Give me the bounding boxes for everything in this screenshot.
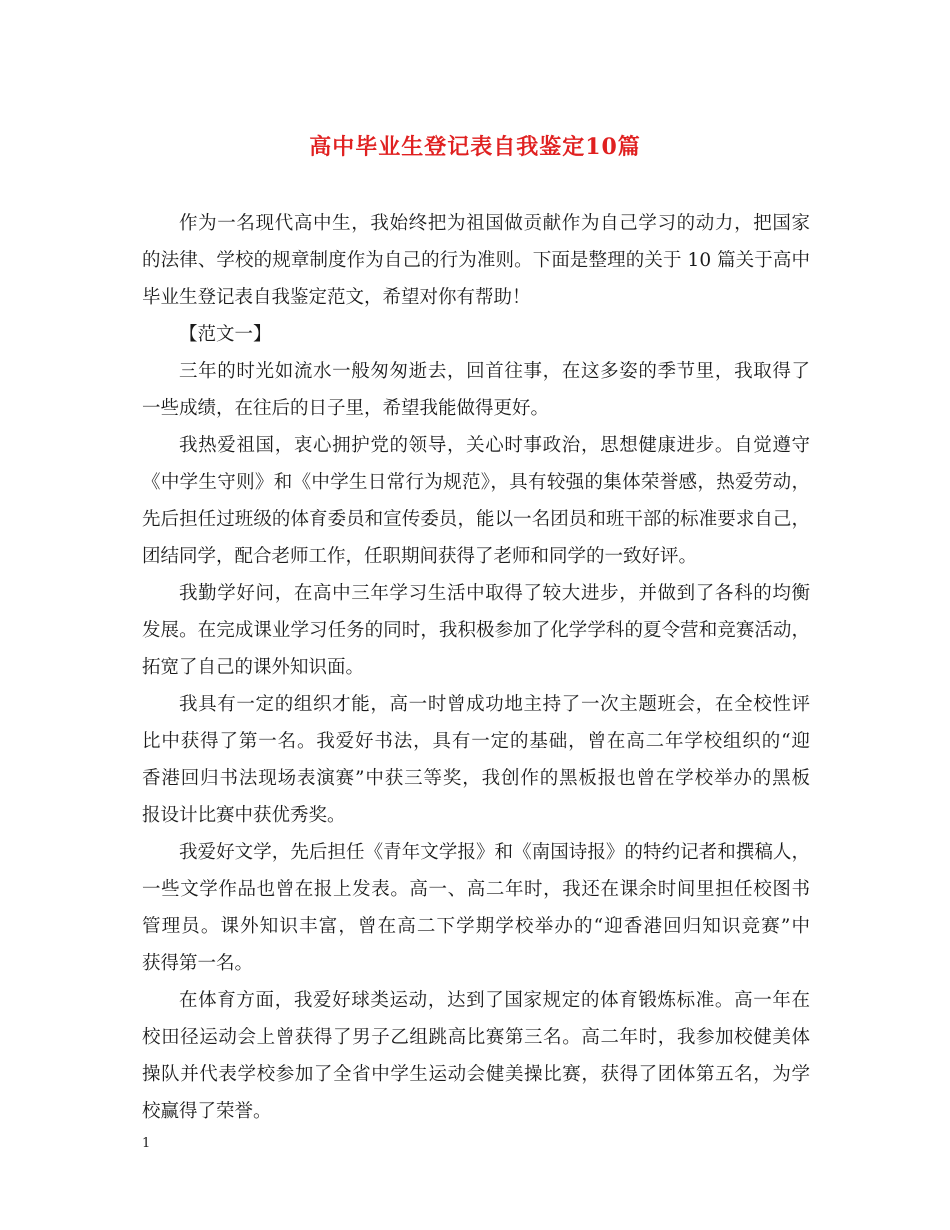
document-body	[142, 205, 810, 1130]
text-line: 我爱好文学，先后担任《青年文学报》和《南国诗报》的特约记者和撰稿人，	[179, 842, 810, 863]
text-line: 我勤学好问，在高中三年学习生活中取得了较大进步，并做到了各科的均衡	[179, 583, 810, 604]
text-line: 报设计比赛中获优秀奖。	[142, 805, 346, 826]
text-line: 拓宽了自己的课外知识面。	[142, 657, 365, 678]
text-line: 操队并代表学校参加了全省中学生运动会健美操比赛，获得了团体第五名，为学	[142, 1064, 810, 1085]
text-line: 我热爱祖国，衷心拥护党的领导，关心时事政治，思想健康进步。自觉遵守	[179, 435, 810, 456]
text-line: 校田径运动会上曾获得了男子乙组跳高比赛第三名。高二年时，我参加校健美体	[142, 1027, 810, 1048]
text-line: 团结同学，配合老师工作，任职期间获得了老师和同学的一致好评。	[142, 546, 698, 567]
text-line: 校赢得了荣誉。	[142, 1101, 272, 1122]
text-line: 作为一名现代高中生，我始终把为祖国做贡献作为自己学习的动力，把国家	[179, 213, 810, 234]
text-line: 的法律、学校的规章制度作为自己的行为准则。下面是整理的关于 10 篇关于高中	[142, 250, 810, 271]
text-line: 比中获得了第一名。我爱好书法，具有一定的基础，曾在高二年学校组织的“迎	[142, 731, 810, 752]
text-line: 三年的时光如流水一般匆匆逝去，回首往事，在这多姿的季节里，我取得了	[179, 361, 810, 382]
text-line: 一些成绩，在往后的日子里，希望我能做得更好。	[142, 398, 550, 419]
document-title: 高中毕业生登记表自我鉴定10篇	[309, 134, 641, 160]
text-line: 获得第一名。	[142, 953, 254, 974]
text-line: 毕业生登记表自我鉴定范文，希望对你有帮助！	[142, 287, 531, 308]
text-line: 《中学生守则》和《中学生日常行为规范》，具有较强的集体荣誉感，热爱劳动，	[142, 472, 810, 493]
text-line: 在体育方面，我爱好球类运动，达到了国家规定的体育锻炼标准。高一年在	[179, 990, 810, 1011]
text-line: 香港回归书法现场表演赛”中获三等奖，我创作的黑板报也曾在学校举办的黑板	[142, 768, 810, 789]
page-number: 1	[142, 1136, 151, 1151]
text-line: 【范文一】	[179, 324, 272, 345]
text-line: 发展。在完成课业学习任务的同时，我积极参加了化学学科的夏令营和竞赛活动，	[142, 620, 810, 641]
text-line: 管理员。课外知识丰富，曾在高二下学期学校举办的“迎香港回归知识竞赛”中	[142, 916, 810, 937]
text-line: 我具有一定的组织才能，高一时曾成功地主持了一次主题班会，在全校性评	[179, 694, 810, 715]
text-line: 一些文学作品也曾在报上发表。高一、高二年时，我还在课余时间里担任校图书	[142, 879, 810, 900]
text-line: 先后担任过班级的体育委员和宣传委员，能以一名团员和班干部的标准要求自己，	[142, 509, 810, 530]
